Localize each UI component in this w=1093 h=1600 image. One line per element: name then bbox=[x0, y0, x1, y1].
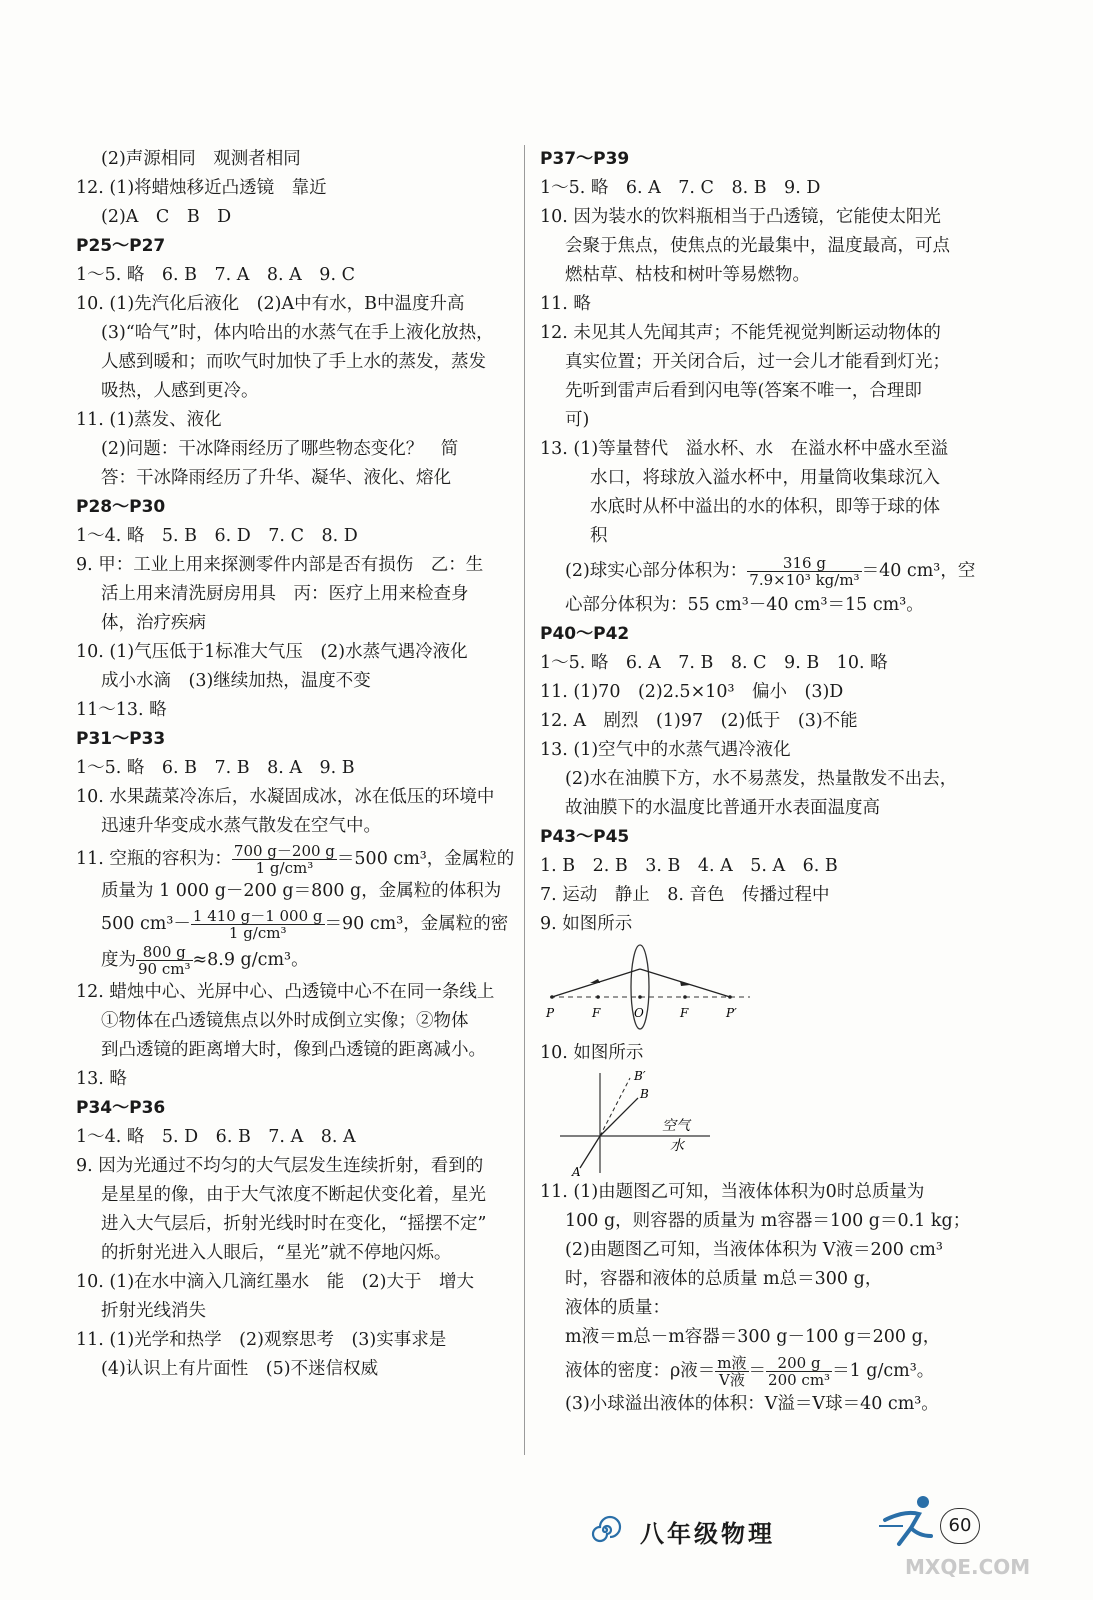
answer-line: (2)声源相同 观测者相同 bbox=[101, 149, 301, 169]
answer-line: 进入大气层后，折射光线时时在变化，“摇摆不定” bbox=[101, 1214, 487, 1234]
answer-line: 活上用来清洗厨房用具 丙：医疗上用来检查身 bbox=[101, 584, 469, 604]
answer-line: 心部分体积为：55 cm³－40 cm³＝15 cm³。 bbox=[565, 595, 924, 615]
answer-line: 1～5. 略 6. B 7. B 8. A 9. B bbox=[76, 758, 355, 778]
answer-line: 1～5. 略 6. A 7. C 8. B 9. D bbox=[540, 178, 821, 198]
answer-line: 10. (1)先汽化后液化 (2)A中有水，B中温度升高 bbox=[76, 294, 465, 314]
answer-line: 11. (1)光学和热学 (2)观察思考 (3)实事求是 bbox=[76, 1330, 447, 1350]
answer-line: 13. 略 bbox=[76, 1069, 127, 1089]
incident-ray bbox=[580, 1136, 600, 1168]
section-heading: P28～P30 bbox=[76, 497, 166, 517]
answer-line: (2)水在油膜下方，水不易蒸发，热量散发不出去， bbox=[565, 769, 958, 789]
answer-line: 10. (1)气压低于1标准大气压 (2)水蒸气遇冷液化 bbox=[76, 642, 468, 662]
answer-line: 到凸透镜的距离增大时，像到凸透镜的距离减小。 bbox=[101, 1040, 486, 1060]
point-f bbox=[683, 995, 687, 999]
label-f: F bbox=[680, 1006, 689, 1020]
denominator: V液 bbox=[718, 1371, 745, 1389]
arrow-icon bbox=[590, 979, 600, 983]
answer-line: 11～13. 略 bbox=[76, 700, 167, 720]
denominator: 1 g/cm³ bbox=[255, 859, 314, 877]
numerator: 316 g bbox=[747, 555, 861, 572]
label-o: O bbox=[634, 1006, 644, 1020]
answer-line: 10. 因为装水的饮料瓶相当于凸透镜，它能使太阳光 bbox=[540, 207, 941, 227]
answer-line: 可) bbox=[565, 410, 590, 430]
answer-line: 9. 甲：工业上用来探测零件内部是否有损伤 乙：生 bbox=[76, 555, 484, 575]
answer-line: 真实位置；开关闭合后，过一会儿才能看到灯光； bbox=[565, 352, 950, 372]
answer-line: 13. (1)等量替代 溢水杯、水 在溢水杯中盛水至溢 bbox=[540, 439, 949, 459]
numerator: m液 bbox=[717, 1354, 747, 1372]
fraction bbox=[747, 555, 861, 588]
answer-line: 7. 运动 静止 8. 音色 传播过程中 bbox=[540, 885, 830, 905]
label-f: F bbox=[592, 1006, 601, 1020]
answer-line: 质量为 1 000 g－200 g＝800 g，金属粒的体积为 bbox=[101, 881, 502, 901]
watermark: MXQE.COM bbox=[905, 1555, 1031, 1579]
denominator: 90 cm³ bbox=[138, 960, 191, 978]
answer-line: 成小水滴 (3)继续加热，温度不变 bbox=[101, 671, 371, 691]
label-b: B bbox=[640, 1087, 649, 1101]
spiral-icon bbox=[585, 1510, 625, 1550]
answer-line: 1～5. 略 6. B 7. A 8. A 9. C bbox=[76, 265, 355, 285]
answer-line: 10. 水果蔬菜冷冻后，水凝固成冰，冰在低压的环境中 bbox=[76, 787, 495, 807]
right-column bbox=[540, 145, 990, 1419]
label-b-prime: B′ bbox=[634, 1069, 646, 1083]
denominator: 7.9×10³ kg/m³ bbox=[749, 571, 860, 589]
refraction-diagram-svg bbox=[540, 1068, 760, 1178]
numerator: 700 g－200 g bbox=[233, 842, 335, 860]
answer-line: 100 g，则容器的质量为 m容器＝100 g＝0.1 kg； bbox=[565, 1211, 971, 1231]
answer-line: 迅速升华变成水蒸气散发在空气中。 bbox=[101, 816, 381, 836]
numerator: 800 g bbox=[136, 944, 193, 961]
text: ≈8.9 g/cm³。 bbox=[192, 950, 309, 970]
point-p bbox=[550, 995, 554, 999]
fraction bbox=[136, 944, 193, 977]
label-p: P bbox=[546, 1006, 555, 1020]
runner-icon bbox=[875, 1492, 945, 1552]
text: ＝500 cm³，金属粒的 bbox=[336, 849, 515, 869]
answer-line: 1～4. 略 5. D 6. B 7. A 8. A bbox=[76, 1127, 356, 1147]
answer-line: 水底时从杯中溢出的水的体积，即等于球的体 bbox=[590, 497, 940, 517]
answer-line: 12. (1)将蜡烛移近凸透镜 靠近 bbox=[76, 178, 327, 198]
section-heading: P31～P33 bbox=[76, 729, 166, 749]
numerator: 1 410 g－1 000 g bbox=[192, 907, 323, 925]
answer-line: (3)“哈气”时，体内哈出的水蒸气在手上液化放热， bbox=[101, 323, 494, 343]
answer-line: (4)认识上有片面性 (5)不迷信权威 bbox=[101, 1359, 379, 1379]
label-a: A bbox=[572, 1165, 581, 1178]
point-f bbox=[596, 995, 600, 999]
answer-line: 水口，将球放入溢水杯中，用量筒收集球沉入 bbox=[590, 468, 940, 488]
book-title: 八年级物理 bbox=[640, 1520, 775, 1548]
lens-ray-diagram bbox=[540, 939, 990, 1039]
answer-line: 11. (1)蒸发、液化 bbox=[76, 410, 222, 430]
label-air: 空气 bbox=[662, 1118, 690, 1134]
answer-line: 1～5. 略 6. A 7. B 8. C 9. B 10. 略 bbox=[540, 653, 888, 673]
refracted-ray bbox=[600, 1098, 638, 1136]
answer-line: (2)由题图乙可知，当液体体积为 V液＝200 cm³ bbox=[565, 1240, 943, 1260]
answer-line: 11. (1)70 (2)2.5×10³ 偏小 (3)D bbox=[540, 682, 844, 702]
answer-line: 13. (1)空气中的水蒸气遇冷液化 bbox=[540, 740, 791, 760]
label-water: 水 bbox=[670, 1138, 684, 1154]
answer-line: 11. 略 bbox=[540, 294, 591, 314]
section-heading: P25～P27 bbox=[76, 236, 166, 256]
fraction bbox=[766, 1355, 832, 1388]
answer-line bbox=[540, 1352, 990, 1390]
answer-line: 12. 蜡烛中心、光屏中心、凸透镜中心不在同一条线上 bbox=[76, 982, 495, 1002]
answer-line: 体，治疗疾病 bbox=[101, 613, 206, 633]
answer-line: 答：干冰降雨经历了升华、凝华、液化、熔化 bbox=[101, 468, 451, 488]
answer-line: 人感到暖和；而吹气时加快了手上水的蒸发，蒸发 bbox=[101, 352, 486, 372]
section-heading: P37～P39 bbox=[540, 149, 630, 169]
lens-diagram-svg bbox=[540, 939, 760, 1039]
answer-line: 时，容器和液体的总质量 m总＝300 g， bbox=[565, 1269, 883, 1289]
text: ＝40 cm³，空 bbox=[861, 561, 976, 581]
left-column bbox=[76, 145, 516, 1384]
answer-line: m液＝m总－m容器＝300 g－100 g＝200 g， bbox=[565, 1327, 941, 1347]
text: 11. 空瓶的容积为： bbox=[76, 849, 232, 869]
answer-line: 的折射光进入人眼后，“星光”就不停地闪烁。 bbox=[101, 1243, 452, 1263]
answer-line: 是星星的像，由于大气浓度不断起伏变化着，星光 bbox=[101, 1185, 486, 1205]
answer-line: 1～4. 略 5. B 6. D 7. C 8. D bbox=[76, 526, 358, 546]
answer-line: 12. 未见其人先闻其声；不能凭视觉判断运动物体的 bbox=[540, 323, 941, 343]
answer-line: 会聚于焦点，使焦点的光最集中，温度最高，可点 bbox=[565, 236, 950, 256]
answer-line bbox=[76, 841, 516, 877]
section-heading: P40～P42 bbox=[540, 624, 630, 644]
text: ＝ bbox=[748, 1361, 767, 1381]
answer-line bbox=[76, 942, 516, 978]
text: ＝90 cm³，金属粒的密 bbox=[324, 914, 509, 934]
section-heading: P34～P36 bbox=[76, 1098, 166, 1118]
answer-line: (2)A C B D bbox=[101, 207, 232, 227]
answer-line bbox=[76, 906, 516, 942]
text: 500 cm³－ bbox=[101, 914, 191, 934]
label-p2: P′ bbox=[726, 1006, 737, 1020]
answer-line: 故油膜下的水温度比普通开水表面温度高 bbox=[565, 798, 880, 818]
virtual-ray bbox=[600, 1078, 630, 1136]
answer-line: (2)问题：干冰降雨经历了哪些物态变化？ 简 bbox=[101, 439, 459, 459]
page-footer bbox=[585, 1500, 1005, 1560]
answer-line: 10. (1)在水中滴入几滴红墨水 能 (2)大于 增大 bbox=[76, 1272, 474, 1292]
column-divider bbox=[524, 145, 525, 1455]
fraction bbox=[191, 908, 325, 941]
answer-line: 10. 如图所示 bbox=[540, 1043, 644, 1063]
answer-line: 积 bbox=[590, 526, 608, 546]
answer-line: 9. 如图所示 bbox=[540, 914, 633, 934]
refraction-diagram bbox=[540, 1068, 990, 1178]
text: 液体的密度：ρ液＝ bbox=[565, 1361, 716, 1381]
answer-line: 11. (1)由题图乙可知，当液体体积为0时总质量为 bbox=[540, 1182, 925, 1202]
answer-line: (3)小球溢出液体的体积：V溢＝V球＝40 cm³。 bbox=[565, 1394, 939, 1414]
fraction bbox=[232, 843, 337, 876]
point-o bbox=[638, 995, 642, 999]
answer-line bbox=[540, 551, 990, 591]
answer-line: 吸热，人感到更冷。 bbox=[101, 381, 259, 401]
denominator: 200 cm³ bbox=[768, 1371, 831, 1389]
answer-line: 液体的质量： bbox=[565, 1298, 670, 1318]
text: ＝1 g/cm³。 bbox=[832, 1361, 935, 1381]
section-heading: P43～P45 bbox=[540, 827, 630, 847]
answer-line: 1. B 2. B 3. B 4. A 5. A 6. B bbox=[540, 856, 838, 876]
point-p2 bbox=[728, 995, 732, 999]
fraction bbox=[715, 1355, 748, 1388]
answer-line: 燃枯草、枯枝和树叶等易燃物。 bbox=[565, 265, 810, 285]
text: (2)球实心部分体积为： bbox=[565, 561, 748, 581]
page-number: 60 bbox=[940, 1508, 980, 1544]
denominator: 1 g/cm³ bbox=[228, 924, 287, 942]
answer-line: 9. 因为光通过不均匀的大气层发生连续折射，看到的 bbox=[76, 1156, 484, 1176]
answer-line: 12. A 剧烈 (1)97 (2)低于 (3)不能 bbox=[540, 711, 858, 731]
answer-line: 折射光线消失 bbox=[101, 1301, 206, 1321]
numerator: 200 g bbox=[766, 1355, 832, 1372]
answer-line: 先听到雷声后看到闪电等(答案不唯一，合理即 bbox=[565, 381, 922, 401]
answer-line: ①物体在凸透镜焦点以外时成倒立实像；②物体 bbox=[101, 1011, 469, 1031]
text: 度为 bbox=[101, 950, 136, 970]
